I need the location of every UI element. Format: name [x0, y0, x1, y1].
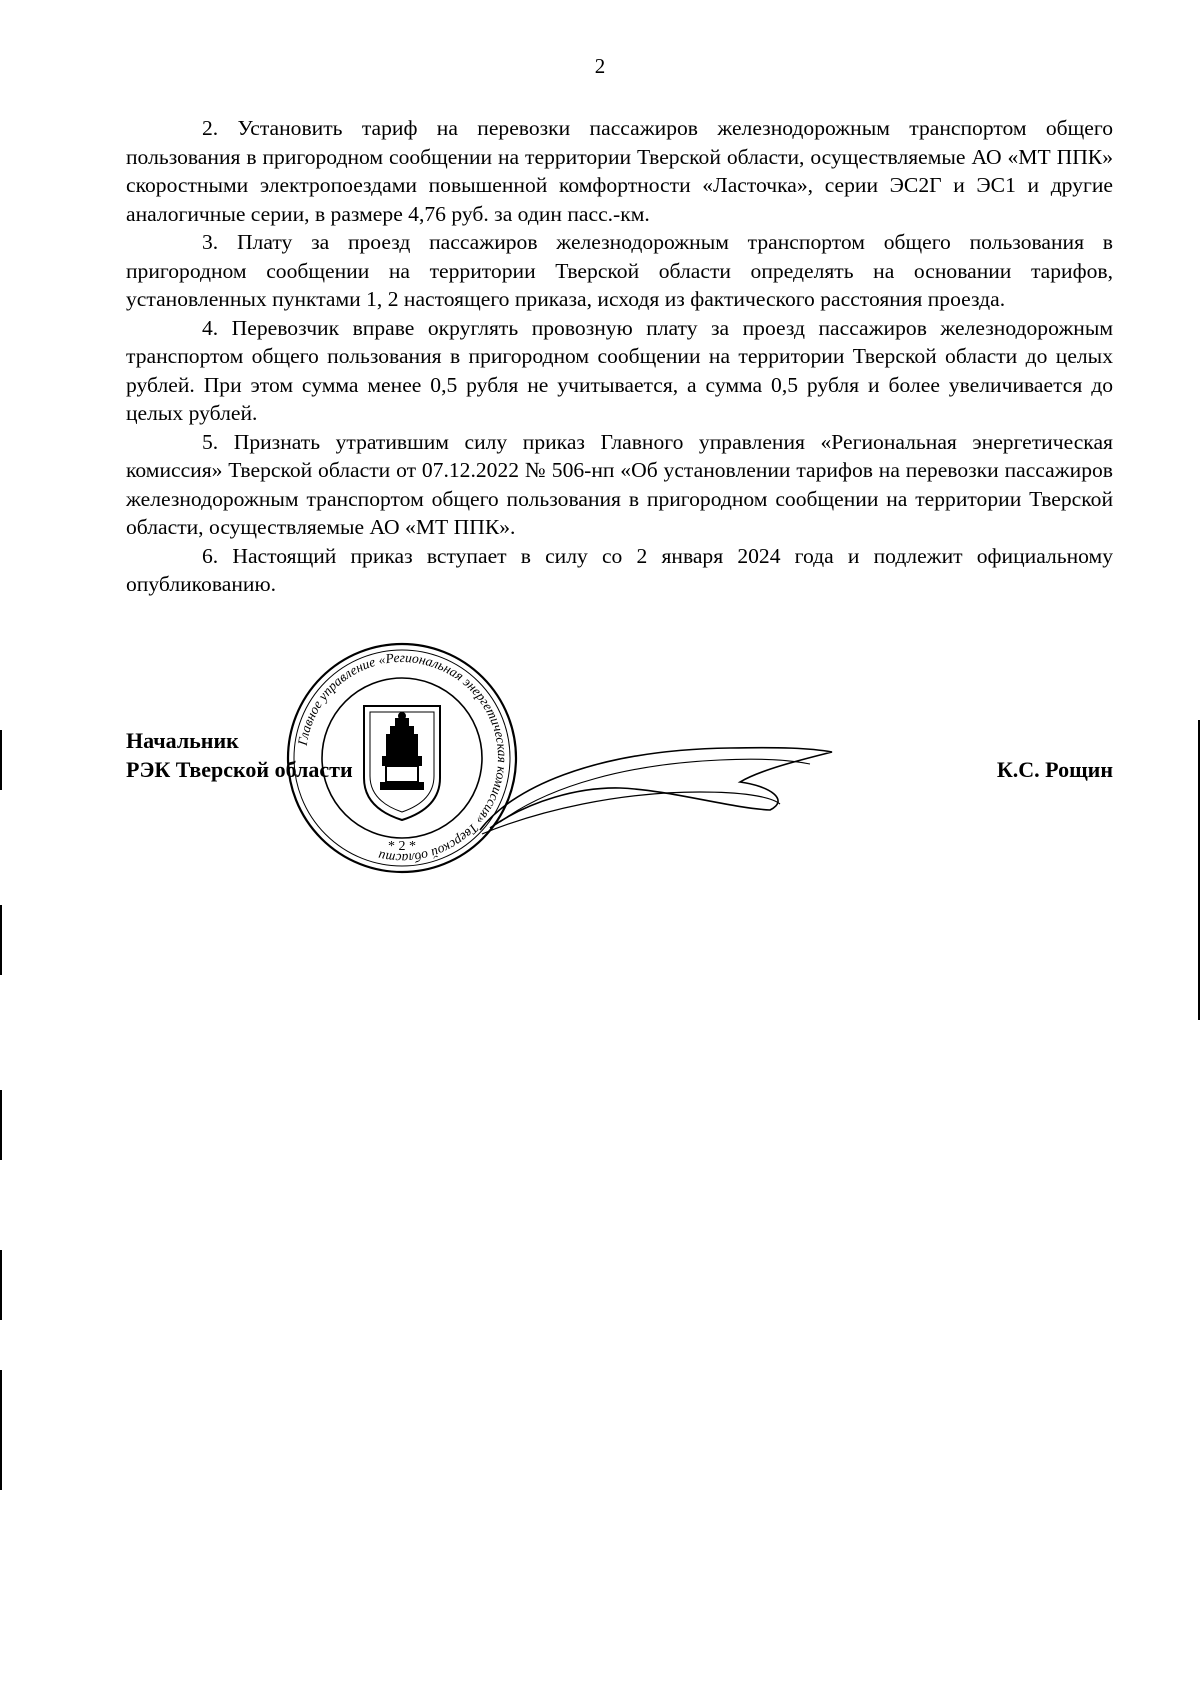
stamp-ring-text: Главное управление «Региональная энергетическая комиссия» Тверской области: [294, 649, 511, 867]
paragraph-6: 6. Настоящий приказ вступает в силу со 2 января 2024 года и подлежит официальному опубликованию.: [126, 543, 1113, 596]
document-body: [126, 114, 1113, 599]
coat-of-arms-icon: [364, 706, 440, 820]
handwritten-signature: [470, 730, 850, 840]
scan-edge-mark: [0, 730, 2, 790]
scan-edge-mark: [0, 1250, 2, 1320]
paragraph-2: 2. Установить тариф на перевозки пассажиров железнодорожным транспортом общего пользования в пригородном сообщении на территории Тверской области, осуществляемые АО «МТ ППК» скоростными электропоездами повышенной комфортности «Ласточка», серии ЭС2Г и ЭС1 и другие аналогичные серии, в размере 4,76 руб. за один пасс.-км.: [126, 116, 1113, 226]
position-title: Начальник: [126, 728, 239, 753]
paragraph-3: 3. Плату за проезд пассажиров железнодорожным транспортом общего пользования в пригородном сообщении на территории Тверской области определять на основании тарифов, установленных пунктами 1, 2 настоящего приказа, исходя из фактического расстояния проезда.: [126, 230, 1113, 311]
scan-edge-mark: [0, 1370, 2, 1490]
paragraph-4: 4. Перевозчик вправе округлять провозную плату за проезд пассажиров железнодорожным транспортом общего пользования в пригородном сообщении на территории Тверской области до целых рублей. При этом сумма менее 0,5 рубля не учитывается, а сумма 0,5 рубля и более увеличивается до целых рублей.: [126, 315, 1113, 425]
paragraph-5: 5. Признать утратившим силу приказ Главного управления «Региональная энергетическая комиссия» Тверской области от 07.12.2022 № 506-нп «Об установлении тарифов на перевозки пассажиров железнодорожным транспортом общего пользования в пригородном сообщении на территории Тверской области, осуществляемые АО «МТ ППК».: [126, 429, 1113, 539]
stamp-number: * 2 *: [388, 839, 416, 854]
position-organization: РЭК Тверской области: [126, 757, 353, 782]
page-number: 2: [594, 54, 606, 78]
scan-edge-mark: [0, 905, 2, 975]
scan-edge-mark: [0, 1090, 2, 1160]
signatory-name: К.С. Рощин: [996, 757, 1113, 782]
